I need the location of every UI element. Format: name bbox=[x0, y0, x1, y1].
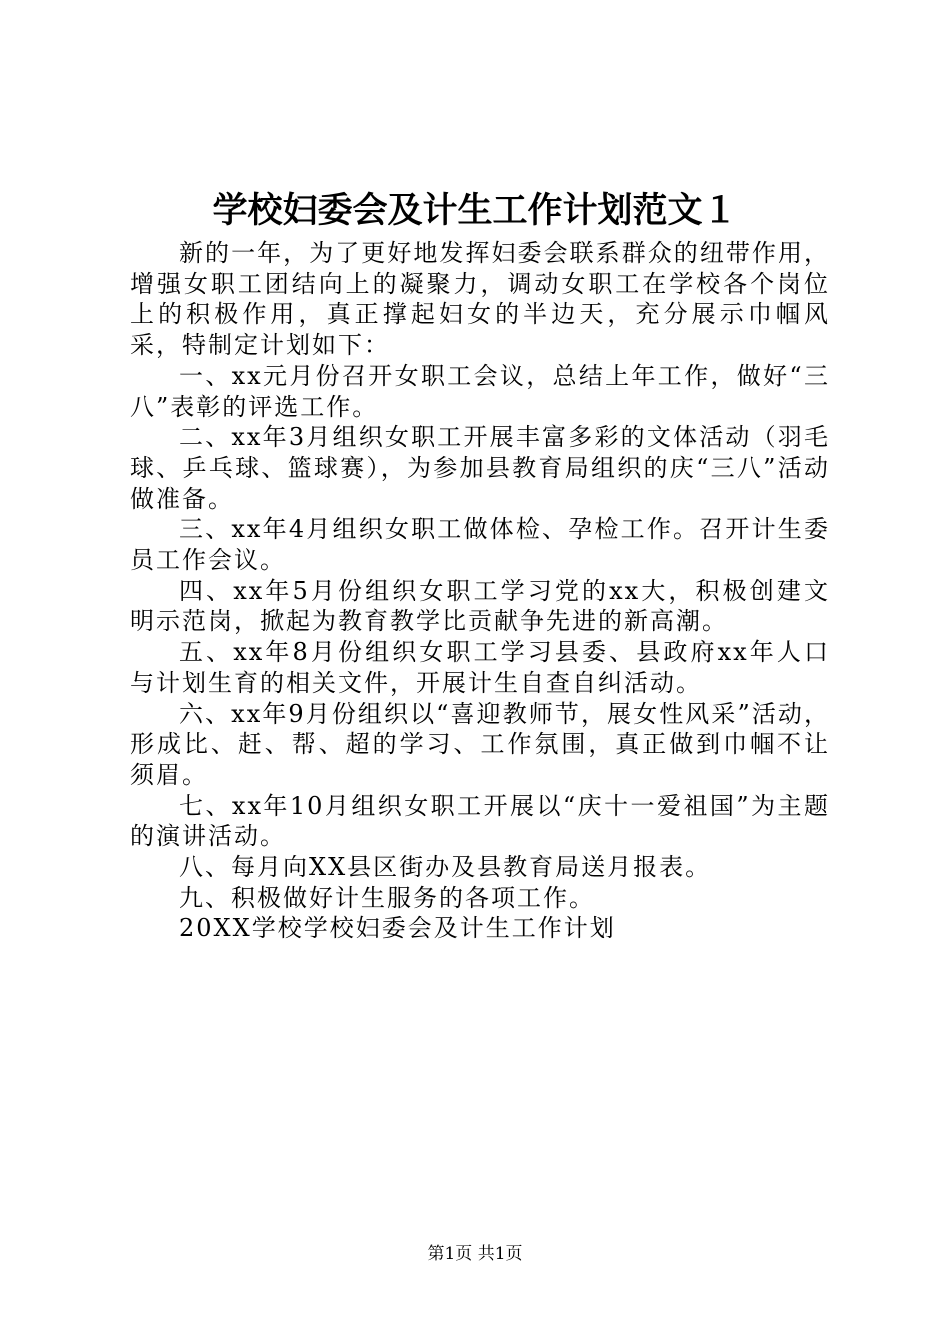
document-body bbox=[130, 238, 830, 944]
paragraph-intro: 新的一年，为了更好地发挥妇委会联系群众的纽带作用，增强女职工团结向上的凝聚力，调动女职工在学校各个岗位上的积极作用，真正撑起妇女的半边天，充分展示巾帼风采，特制定计划如下： bbox=[130, 239, 830, 360]
paragraph-item-4: 四、xx年5月份组织女职工学习党的xx大，积极创建文明示范岗，掀起为教育教学比贡献争先进的新高潮。 bbox=[130, 576, 830, 636]
paragraph-item-9: 九、积极做好计生服务的各项工作。 bbox=[179, 883, 595, 912]
paragraph-item-2: 二、xx年3月组织女职工开展丰富多彩的文体活动（羽毛球、乒乓球、篮球赛），为参加县教育局组织的庆“三八”活动做准备。 bbox=[130, 423, 830, 513]
paragraph-item-8: 八、每月向XX县区街办及县教育局送月报表。 bbox=[179, 853, 712, 882]
paragraph-item-5: 五、xx年8月份组织女职工学习县委、县政府xx年人口与计划生育的相关文件，开展计生自查自纠活动。 bbox=[130, 638, 830, 697]
paragraph-item-1: 一、xx元月份召开女职工会议，总结上年工作，做好“三八”表彰的评选工作。 bbox=[130, 361, 830, 421]
paragraph-closing: 20XX学校学校妇委会及计生工作计划 bbox=[179, 914, 616, 943]
paragraph-item-3: 三、xx年4月组织女职工做体检、孕检工作。召开计生委员工作会议。 bbox=[130, 515, 830, 575]
paragraph-item-6: 六、xx年9月份组织以“喜迎教师节，展女性风采”活动，形成比、赶、帮、超的学习、工作氛围，真正做到巾帼不让须眉。 bbox=[130, 699, 830, 789]
document-title: 学校妇委会及计生工作计划范文１ bbox=[212, 190, 738, 231]
paragraph-item-7: 七、xx年10月组织女职工开展以“庆十一爱祖国”为主题的演讲活动。 bbox=[130, 791, 830, 851]
page-number-footer: 第1页 共1页 bbox=[427, 1244, 523, 1264]
